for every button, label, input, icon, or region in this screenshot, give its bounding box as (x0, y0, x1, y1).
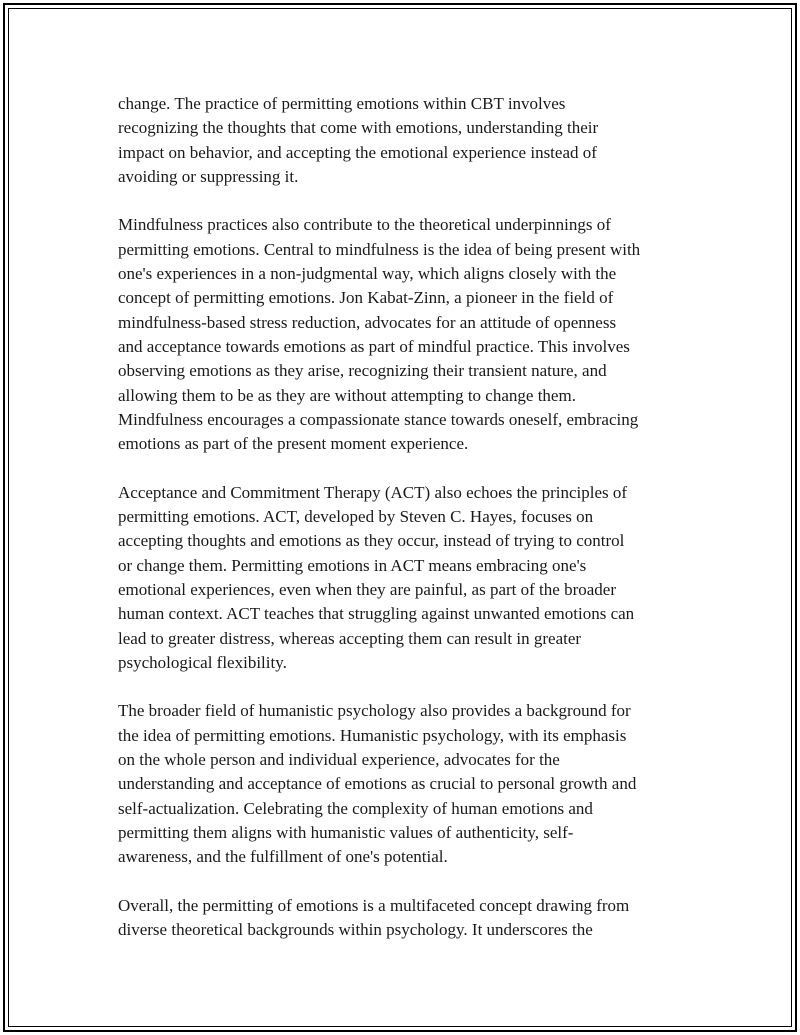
text-line: Overall, the permitting of emotions is a multifaceted concept drawing from (118, 895, 630, 915)
text-line: awareness, and the fulfillment of one's potential. (118, 847, 448, 867)
text-line: permitting them aligns with humanistic values of authenticity, self- (118, 822, 574, 842)
text-line: impact on behavior, and accepting the emotional experience instead of (118, 142, 597, 162)
text-line: psychological flexibility. (118, 652, 287, 672)
text-line: allowing them to be as they are without attempting to change them. (118, 385, 576, 405)
text-line: Mindfulness practices also contribute to the theoretical underpinnings of (118, 215, 611, 235)
text-line: diverse theoretical backgrounds within psychology. It underscores the (118, 920, 593, 940)
paragraph-humanistic (118, 699, 698, 869)
text-line: or change them. Permitting emotions in ACT means embracing one's (118, 555, 587, 575)
document-body (118, 92, 698, 967)
text-line: and acceptance towards emotions as part of mindful practice. This involves (118, 336, 630, 356)
text-line: Mindfulness encourages a compassionate stance towards oneself, embracing (118, 409, 639, 429)
text-line: observing emotions as they arise, recognizing their transient nature, and (118, 361, 607, 381)
text-line: concept of permitting emotions. Jon Kabat-Zinn, a pioneer in the field of (118, 288, 614, 308)
text-line: human context. ACT teaches that struggling against unwanted emotions can (118, 604, 635, 624)
paragraph-cbt (118, 92, 698, 189)
text-line: understanding and acceptance of emotions as crucial to personal growth and (118, 774, 637, 794)
text-line: the idea of permitting emotions. Humanistic psychology, with its emphasis (118, 725, 627, 745)
text-line: lead to greater distress, whereas accepting them can result in greater (118, 628, 582, 648)
text-line: avoiding or suppressing it. (118, 166, 299, 186)
text-line: Acceptance and Commitment Therapy (ACT) also echoes the principles of (118, 482, 628, 502)
text-line: recognizing the thoughts that come with emotions, understanding their (118, 118, 599, 138)
text-line: mindfulness-based stress reduction, advocates for an attitude of openness (118, 312, 617, 332)
paragraph-mindfulness (118, 213, 698, 456)
paragraph-act (118, 481, 698, 675)
text-line: permitting emotions. Central to mindfulness is the idea of being present with (118, 239, 641, 259)
text-line: self-actualization. Celebrating the complexity of human emotions and (118, 798, 593, 818)
text-line: one's experiences in a non-judgmental way, which aligns closely with the (118, 264, 617, 284)
text-line: on the whole person and individual experience, advocates for the (118, 750, 560, 770)
text-line: The broader field of humanistic psychology also provides a background for (118, 701, 631, 721)
text-line: permitting emotions. ACT, developed by Steven C. Hayes, focuses on (118, 507, 594, 527)
text-line: emotions as part of the present moment experience. (118, 434, 469, 454)
text-line: emotional experiences, even when they are painful, as part of the broader (118, 579, 616, 599)
paragraph-overall (118, 894, 698, 943)
text-line: change. The practice of permitting emotions within CBT involves (118, 94, 566, 113)
text-line: accepting thoughts and emotions as they occur, instead of trying to control (118, 531, 625, 551)
